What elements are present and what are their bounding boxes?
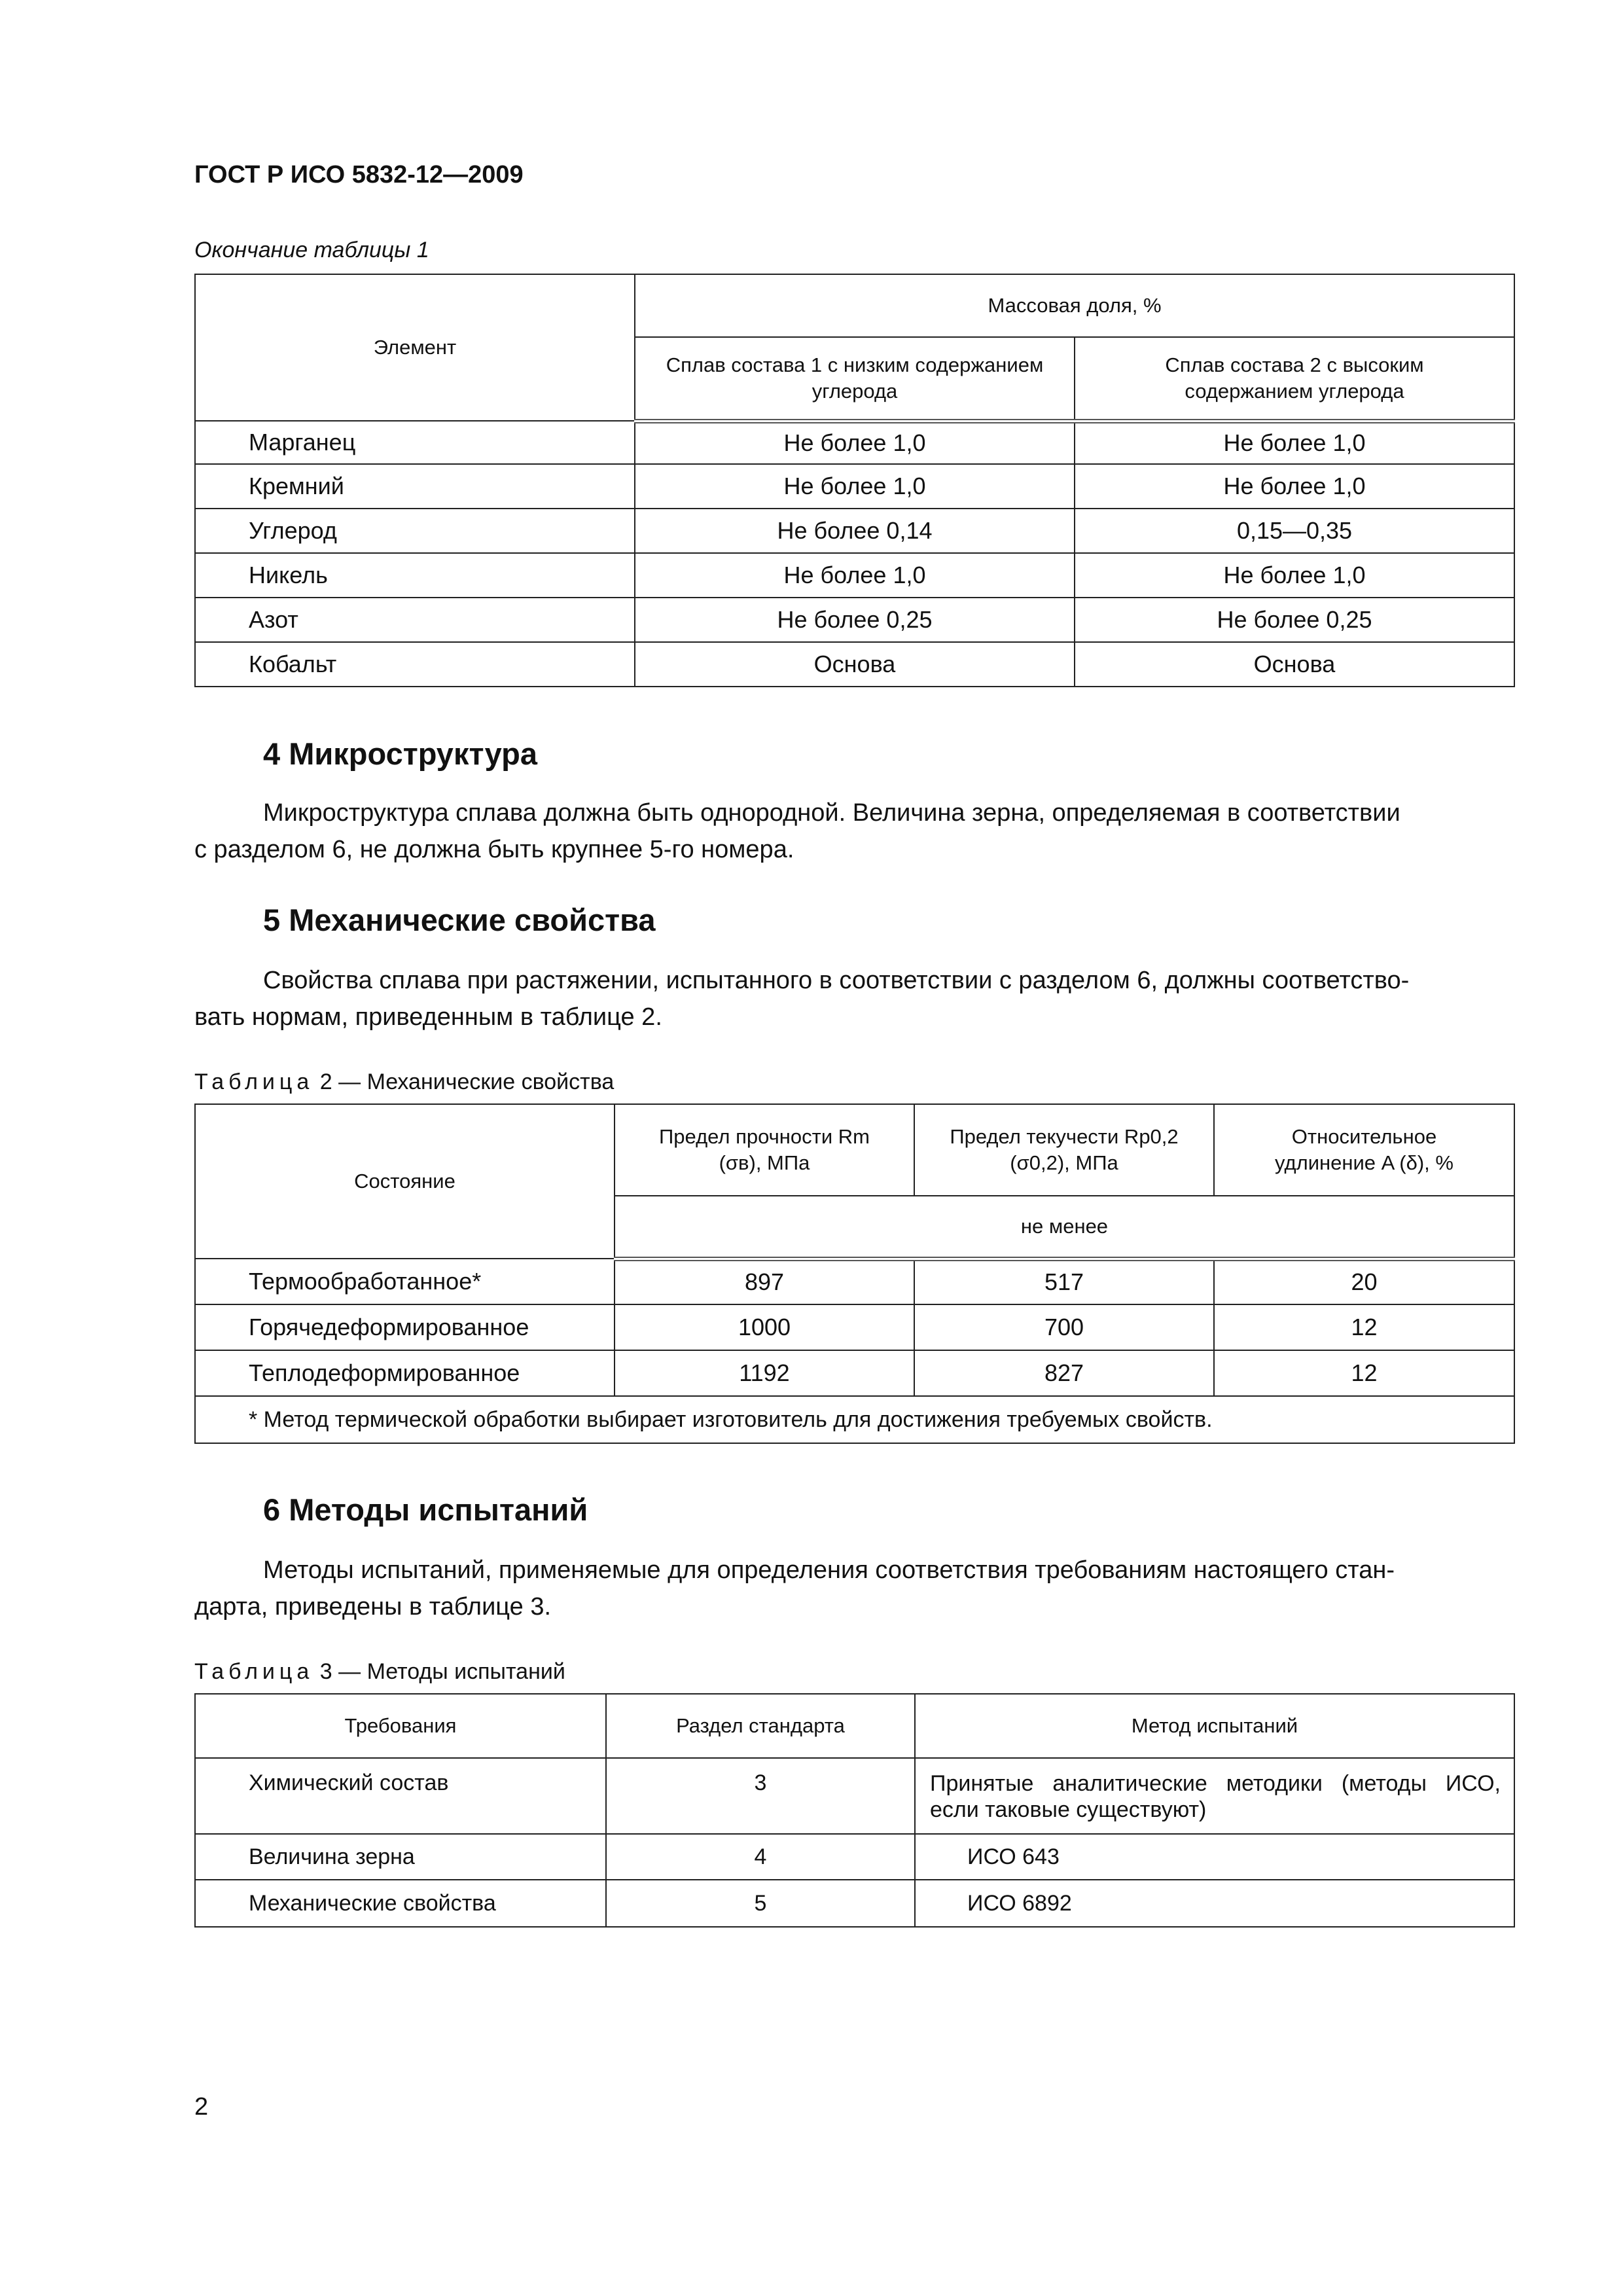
t1-alloy2: Не более 0,25 — [1075, 598, 1514, 642]
t2-col-rp — [914, 1104, 1214, 1196]
t2-a: 20 — [1214, 1259, 1514, 1304]
t1-alloy1: Не более 1,0 — [635, 553, 1075, 598]
t1-element: Углерод — [195, 509, 635, 553]
table3-caption-label: Таблица — [194, 1659, 314, 1684]
t1-alloy1: Не более 0,25 — [635, 598, 1075, 642]
table-row — [195, 1259, 1514, 1304]
t3-method: Принятые аналитические методики (методы ИСО, если таковые существуют) — [915, 1758, 1514, 1834]
t2-state: Горячедеформированное — [195, 1304, 615, 1350]
t1-col-mass: Массовая доля, % — [635, 274, 1514, 337]
table-row — [195, 642, 1514, 687]
t2-rp: 517 — [914, 1259, 1214, 1304]
t2-col-a — [1214, 1104, 1514, 1196]
t1-element: Никель — [195, 553, 635, 598]
t3-col-req: Требования — [195, 1694, 606, 1758]
t1-alloy2: Основа — [1075, 642, 1514, 687]
t2-col-rm — [615, 1104, 914, 1196]
section5-line2: вать нормам, приведенным в таблице 2. — [194, 1003, 662, 1031]
table1-caption: Окончание таблицы 1 — [194, 238, 429, 262]
section6-paragraph — [194, 1552, 1516, 1625]
section6-line2: дарта, приведены в таблице 3. — [194, 1593, 552, 1621]
t1-alloy2: Не более 1,0 — [1075, 553, 1514, 598]
t2-state: Термообработанное* — [195, 1259, 615, 1304]
t3-section: 4 — [606, 1834, 915, 1880]
t1-element: Кремний — [195, 464, 635, 509]
table3 — [194, 1693, 1515, 1928]
page-number: 2 — [194, 2093, 209, 2121]
section5-title: 5 Механические свойства — [263, 903, 656, 937]
section4-paragraph — [194, 795, 1516, 868]
t2-col-rm-line2: (σв), МПа — [719, 1151, 810, 1174]
t2-col-rp-line1: Предел текучести Rp0,2 — [950, 1125, 1179, 1148]
section5-line1: Свойства сплава при растяжении, испытанного в соответствии с разделом 6, должны соответство- — [263, 967, 1410, 994]
t3-method: ИСО 643 — [915, 1834, 1514, 1880]
section4-line1: Микроструктура сплава должна быть однородной. Величина зерна, определяемая в соответствии — [263, 799, 1400, 827]
t3-col-section: Раздел стандарта — [606, 1694, 915, 1758]
t2-a: 12 — [1214, 1350, 1514, 1396]
t1-col-alloy1: Сплав состава 1 с низким содержанием углерода — [635, 337, 1075, 421]
table3-caption-text: 3 — Методы испытаний — [319, 1659, 565, 1684]
t2-rp: 700 — [914, 1304, 1214, 1350]
t2-col-rp-line2: (σ0,2), МПа — [1010, 1151, 1118, 1174]
t2-rm: 1192 — [615, 1350, 914, 1396]
t1-col-alloy2: Сплав состава 2 с высоким содержанием углерода — [1075, 337, 1514, 421]
table2-caption-text: 2 — Механические свойства — [319, 1069, 615, 1094]
table2-caption-label: Таблица — [194, 1069, 314, 1094]
t1-alloy1: Не более 0,14 — [635, 509, 1075, 553]
table3-caption — [194, 1659, 565, 1685]
table-row — [195, 553, 1514, 598]
t3-req: Химический состав — [195, 1758, 606, 1834]
t2-col-rm-line1: Предел прочности Rm — [658, 1125, 870, 1148]
t2-rp: 827 — [914, 1350, 1214, 1396]
t3-req: Величина зерна — [195, 1834, 606, 1880]
t1-alloy2: 0,15—0,35 — [1075, 509, 1514, 553]
table2-caption — [194, 1069, 614, 1095]
table-row — [195, 598, 1514, 642]
t2-rm: 1000 — [615, 1304, 914, 1350]
table1 — [194, 274, 1515, 687]
table-row — [195, 421, 1514, 464]
section6-line1: Методы испытаний, применяемые для определения соответствия требованиям настоящего стан- — [263, 1556, 1395, 1584]
table2 — [194, 1103, 1515, 1444]
t2-rm: 897 — [615, 1259, 914, 1304]
t1-alloy2: Не более 1,0 — [1075, 421, 1514, 464]
t3-col-method: Метод испытаний — [915, 1694, 1514, 1758]
t3-method: ИСО 6892 — [915, 1880, 1514, 1927]
section4-line2: с разделом 6, не должна быть крупнее 5-го номера. — [194, 836, 794, 863]
t2-a: 12 — [1214, 1304, 1514, 1350]
t1-alloy1: Не более 1,0 — [635, 464, 1075, 509]
table-row — [195, 464, 1514, 509]
section5-paragraph — [194, 962, 1516, 1035]
t2-col-a-line2: удлинение A (δ), % — [1275, 1151, 1454, 1174]
t1-element: Марганец — [195, 421, 635, 464]
t1-element: Азот — [195, 598, 635, 642]
t1-col-element: Элемент — [195, 274, 635, 421]
document-header: ГОСТ Р ИСО 5832-12—2009 — [194, 161, 524, 188]
table-row — [195, 1834, 1514, 1880]
table-row — [195, 1350, 1514, 1396]
t1-alloy2: Не более 1,0 — [1075, 464, 1514, 509]
t3-section: 5 — [606, 1880, 915, 1927]
t1-alloy1: Не более 1,0 — [635, 421, 1075, 464]
t2-min-label: не менее — [615, 1196, 1514, 1259]
t2-footnote: * Метод термической обработки выбирает изготовитель для достижения требуемых свойств. — [195, 1396, 1514, 1443]
section6-title: 6 Методы испытаний — [263, 1492, 588, 1527]
t1-element: Кобальт — [195, 642, 635, 687]
t3-req: Механические свойства — [195, 1880, 606, 1927]
table-row — [195, 1304, 1514, 1350]
t1-alloy1: Основа — [635, 642, 1075, 687]
t2-col-state: Состояние — [195, 1104, 615, 1259]
section4-title: 4 Микроструктура — [263, 736, 538, 771]
table-row — [195, 1880, 1514, 1927]
table-row — [195, 509, 1514, 553]
t2-col-a-line1: Относительное — [1291, 1125, 1437, 1148]
t2-state: Теплодеформированное — [195, 1350, 615, 1396]
table-row — [195, 1758, 1514, 1834]
t3-section: 3 — [606, 1758, 915, 1834]
